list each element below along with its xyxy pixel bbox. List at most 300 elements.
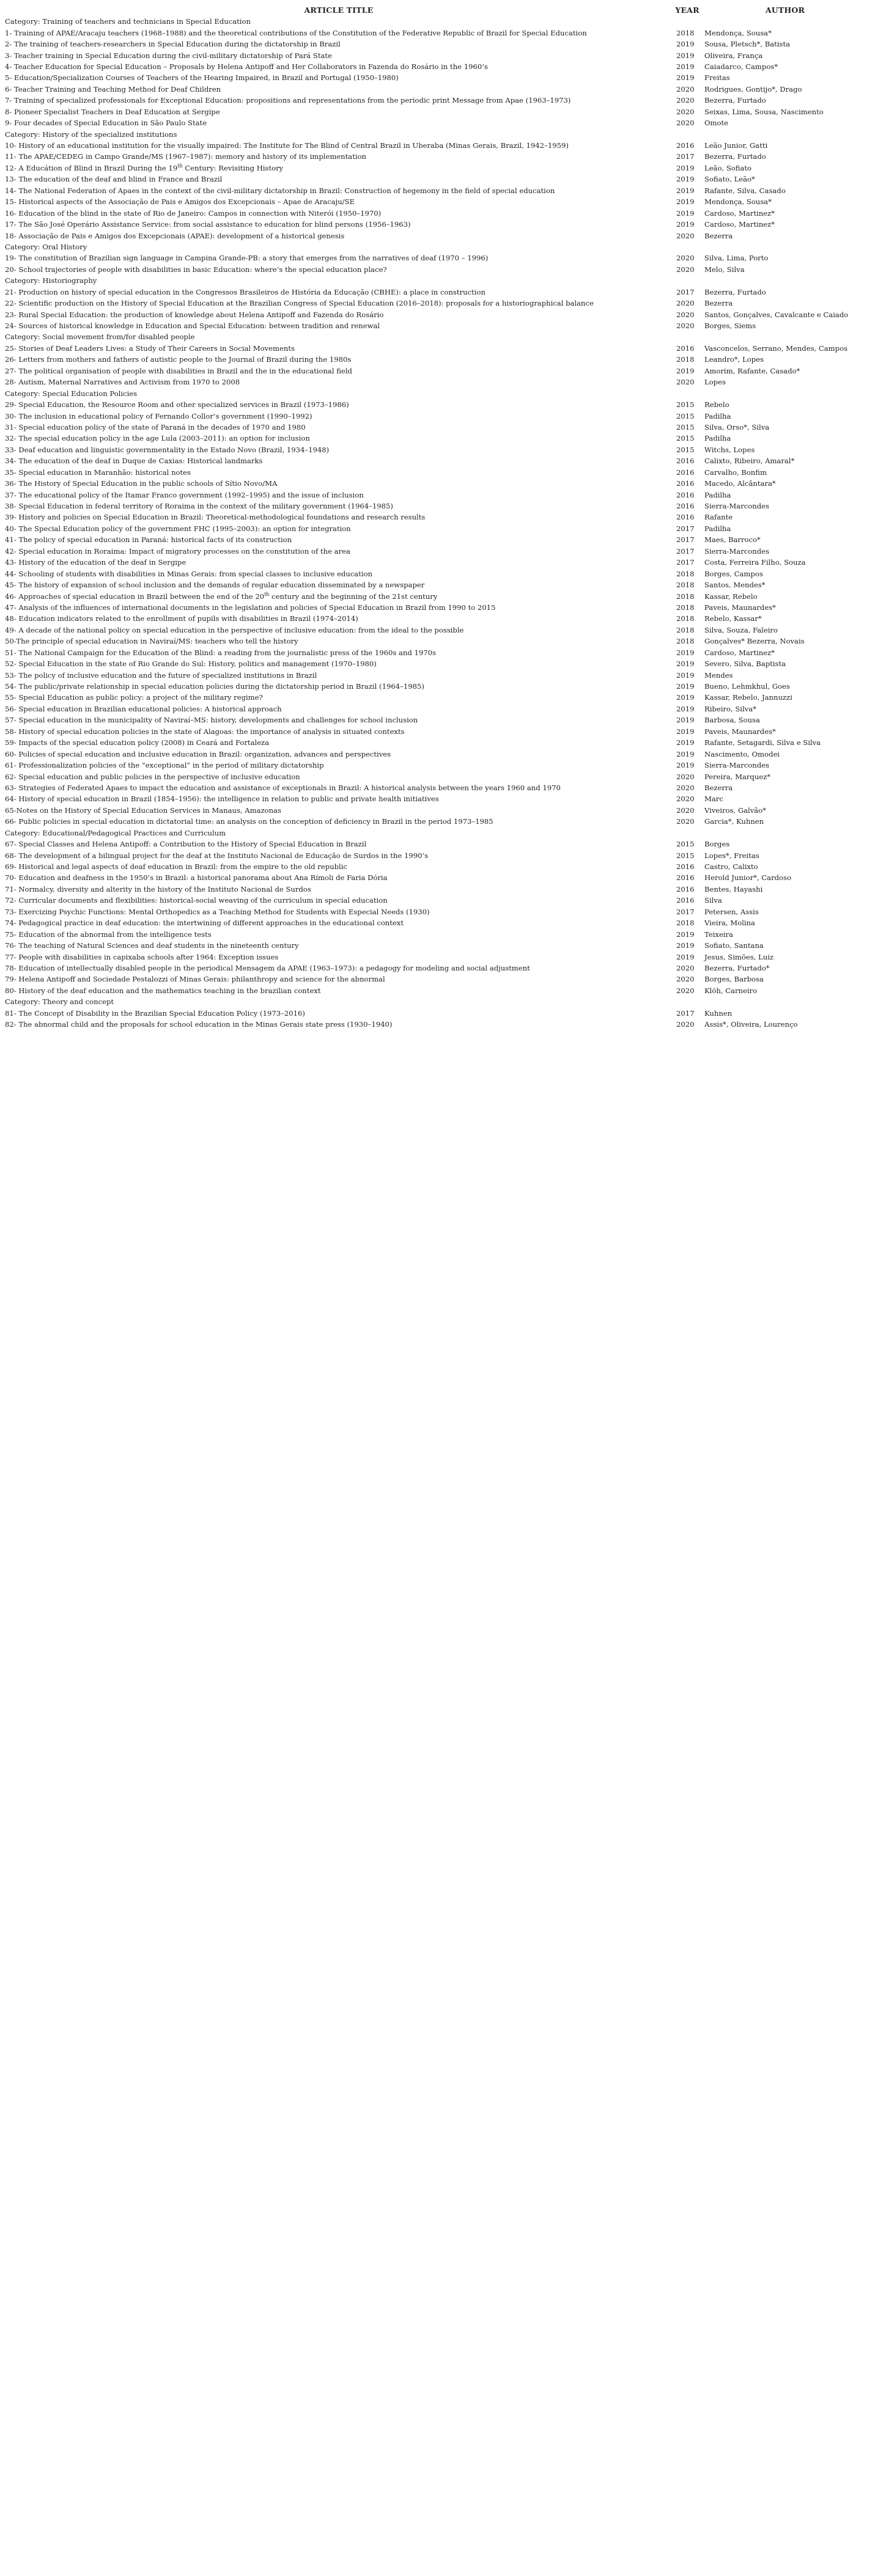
table-row: [4, 264, 869, 275]
article-title-cell: 10- History of an educational institution for the visually impaired: The Institute for The Blind of Central Brazil in Uberaba (Minas Gerais, Brazil, 1942–1959): [5, 141, 569, 150]
article-title-cell: 56- Special education in Brazilian educational policies: A historical approach: [5, 704, 282, 713]
author-cell: Rafante, Setagardi, Silva e Silva: [704, 738, 821, 747]
article-title-cell: 54- The public/private relationship in special education policies during the dictatorship period in Brazil (1964–1985): [5, 682, 424, 691]
category-label: Category: Special Education Policies: [5, 389, 138, 398]
article-title-text-continued: Century: Revisiting History: [182, 163, 284, 172]
author-cell: Santos, Gonçalves, Cavalcante e Caiado: [704, 310, 849, 319]
author-cell: Sierra-Marcondes: [704, 761, 769, 770]
year-cell: 2020: [676, 299, 695, 308]
author-cell: Rafante: [704, 513, 733, 522]
article-title-cell: 19- The constitution of Brazilian sign language in Campina Grande-PB: a story that emerges from the narratives of deaf (1970 – 1996): [5, 254, 489, 263]
header-author: AUTHOR: [765, 5, 805, 15]
table-row: [4, 782, 869, 793]
table-row: [4, 95, 869, 106]
author-cell: Klöh, Carneiro: [704, 986, 758, 995]
table-row: [4, 546, 869, 557]
category-label: Category: Social movement from/for disabled people: [5, 332, 195, 342]
article-title-cell: 26- Letters from mothers and fathers of autistic people to the Journal of Brazil during the 1980s: [5, 355, 352, 364]
header-year: YEAR: [675, 5, 700, 15]
author-cell: Sierra-Marcondes: [704, 502, 769, 511]
year-cell: 2019: [676, 659, 695, 669]
author-cell: Padilha: [704, 524, 731, 533]
table-row: [4, 185, 869, 196]
author-cell: Borges: [704, 840, 730, 849]
author-cell: Castro, Calixto: [704, 862, 758, 872]
table-row: [4, 376, 869, 387]
table-row: [4, 399, 869, 410]
author-cell: Melo, Silva: [704, 265, 745, 274]
year-cell: 2019: [676, 648, 695, 657]
author-cell: Bezerra, Furtado: [704, 152, 766, 161]
author-cell: Cardoso, Martinez*: [704, 220, 775, 229]
year-cell: 2017: [676, 524, 695, 533]
author-cell: Maes, Barroco*: [704, 535, 761, 545]
table-row: [4, 760, 869, 771]
year-cell: 2016: [676, 490, 695, 499]
author-cell: Rodrigues, Gontijo*, Drago: [704, 84, 802, 94]
article-title-cell: 59- Impacts of the special education policy (2008) in Ceará and Fortaleza: [5, 738, 270, 747]
article-title-cell: 22- Scientific production on the History of Special Education at the Brazilian Congress of Special Education (2016–2018): proposals for a historiographical balance: [5, 299, 594, 308]
year-cell: 2020: [676, 963, 695, 972]
category-row: [4, 331, 869, 342]
author-cell: Rebelo: [704, 400, 729, 409]
year-cell: 2020: [676, 107, 695, 116]
year-cell: 2018: [676, 637, 695, 646]
article-title-cell: 45- The history of expansion of school inclusion and the demands of regular education disseminated by a newspaper: [5, 581, 425, 590]
year-cell: 2017: [676, 907, 695, 916]
table-row: [4, 410, 869, 421]
category-row: [4, 387, 869, 398]
table-row: [4, 805, 869, 816]
category-row: [4, 16, 869, 27]
year-cell: 2015: [676, 422, 695, 431]
author-cell: Omote: [704, 119, 728, 128]
author-cell: Lopes*, Freitas: [704, 851, 759, 860]
table-row: [4, 163, 869, 174]
year-cell: 2016: [676, 343, 695, 353]
table-row: [4, 1008, 869, 1019]
table-row: [4, 151, 869, 162]
author-cell: Calixto, Ribeiro, Amaral*: [704, 457, 795, 466]
year-cell: 2020: [676, 805, 695, 815]
article-title-text: 46- Approaches of special education in Brazil between the end of the 20: [5, 592, 265, 601]
article-title-cell: 49- A decade of the national policy on special education in the perspective of inclusive education: from the ideal to the possible: [5, 625, 464, 634]
article-title-cell: 25- Stories of Deaf Leaders Lives: a Study of Their Careers in Social Movements: [5, 343, 295, 353]
table-row: [4, 974, 869, 985]
article-title-cell: 72- Curricular documents and flexibilities: historical-social weaving of the curriculum in special education: [5, 896, 388, 905]
table-row: [4, 309, 869, 320]
table-row: [4, 478, 869, 489]
author-cell: Silva, Lima, Porto: [704, 254, 769, 263]
article-title-cell: 14- The National Federation of Apaes in the context of the civil-military dictatorship in Brazil: Construction of hegemony in the field of special education: [5, 186, 555, 195]
article-title-cell: 13- The education of the deaf and blind in France and Brazil: [5, 175, 223, 184]
year-cell: 2020: [676, 817, 695, 826]
author-cell: Pereira, Marquez*: [704, 772, 771, 781]
table-row: [4, 658, 869, 669]
article-title-cell: [4, 590, 674, 601]
article-title-cell: 65-Notes on the History of Special Education Services in Manaus, Amazonas: [5, 805, 281, 815]
author-cell: Silva, Souza, Faleiro: [704, 625, 778, 634]
article-title-cell: 18- Associação de Pais e Amigos dos Excepcionais (APAE): development of a historical genesis: [5, 231, 345, 240]
article-title-cell: 7- Training of specialized professionals for Exceptional Education: propositions and representations from the periodic print Message from Apae (1963–1973): [5, 96, 571, 105]
article-title-cell: 75- Education of the abnormal from the intelligence tests: [5, 930, 212, 939]
author-cell: Seixas, Lima, Sousa, Nascimento: [704, 107, 824, 116]
table-row: [4, 557, 869, 568]
table-header-row: [4, 4, 869, 16]
table-row: [4, 422, 869, 433]
article-title-cell: 79- Helena Antipoff and Sociedade Pestalozzi of Minas Gerais: philanthropy and science for the abnormal: [5, 975, 385, 984]
article-title-cell: 61- Professionalization policies of the “exceptional” in the period of military dictatorship: [5, 761, 324, 770]
table-row: [4, 50, 869, 61]
year-cell: 2019: [676, 761, 695, 770]
table-row: [4, 613, 869, 624]
author-cell: Lopes: [704, 378, 726, 387]
author-cell: Severo, Silva, Baptista: [704, 659, 786, 669]
table-row: [4, 512, 869, 523]
author-cell: Costa, Ferreira Filho, Souza: [704, 558, 806, 567]
year-cell: 2018: [676, 355, 695, 364]
year-cell: 2020: [676, 84, 695, 94]
article-title-cell: 27- The political organisation of people with disabilities in Brazil and the in the educational field: [5, 366, 352, 375]
year-cell: 2018: [676, 592, 695, 601]
year-cell: 2018: [676, 603, 695, 612]
article-title-text: 12- A Educátion of Blind in Brazil During the 19: [5, 163, 178, 172]
article-title-cell: 41- The policy of special education in Paraná: historical facts of its construction: [5, 535, 292, 545]
author-cell: Marc: [704, 794, 723, 804]
year-cell: 2019: [676, 704, 695, 713]
table-row: [4, 501, 869, 512]
article-title-cell: 66- Public policies in special education in dictatorial time: an analysis on the conception of deficiency in Brazil in the period 1973–1985: [5, 817, 493, 826]
author-cell: Paveis, Maunardes*: [704, 727, 776, 736]
year-cell: 2017: [676, 546, 695, 556]
table-row: [4, 39, 869, 50]
table-row: [4, 523, 869, 534]
author-cell: Bezerra, Furtado*: [704, 963, 770, 972]
article-title-cell: 60- Policies of special education and inclusive education in Brazil: organization, advances and perspectives: [5, 749, 391, 758]
article-title-cell: 1- Training of APAE/Aracaju teachers (1968–1988) and the theoretical contributions of the Constitution of the Federative Republic of Brazil for Special Education: [5, 28, 587, 37]
header-article-title: ARTICLE TITLE: [304, 5, 374, 15]
year-cell: 2020: [676, 310, 695, 319]
year-cell: 2019: [676, 670, 695, 680]
table-row: [4, 579, 869, 590]
article-title-cell: 30- The inclusion in educational policy of Fernando Collor’s government (1990–1992): [5, 411, 312, 420]
author-cell: Cardoso, Martinez*: [704, 648, 775, 657]
article-title-cell: 32- The special education policy in the age Lula (2003–2011): an option for inclusion: [5, 434, 310, 443]
author-cell: Caiadarco, Campos*: [704, 62, 778, 71]
year-cell: 2020: [676, 254, 695, 263]
article-title-cell: 24- Sources of historical knowledge in Education and Special Education: between tradition and renewal: [5, 321, 380, 331]
year-cell: 2016: [676, 884, 695, 894]
table-row: [4, 84, 869, 95]
year-cell: 2019: [676, 175, 695, 184]
article-title-cell: 62- Special education and public policies in the perspective of inclusive education: [5, 772, 300, 781]
table-row: [4, 61, 869, 72]
table-row: [4, 917, 869, 928]
article-title-cell: 29- Special Education, the Resource Room and other specialized services in Brazil (1973–1986): [5, 400, 349, 409]
table-row: [4, 343, 869, 354]
table-row: [4, 692, 869, 703]
year-cell: 2016: [676, 862, 695, 872]
table-row: [4, 714, 869, 725]
author-cell: Petersen, Assis: [704, 907, 759, 916]
year-cell: 2019: [676, 366, 695, 375]
author-cell: Bezerra: [704, 231, 733, 240]
article-title-cell: 21- Production on history of special education in the Congressos Brasileiros de História da Educação (CBHE): a place in construction: [5, 287, 485, 296]
author-cell: Macedo, Alcântara*: [704, 479, 776, 488]
article-title-cell: 69- Historical and legal aspects of deaf education in Brazil: from the empire to the old republic: [5, 862, 347, 872]
category-row: [4, 996, 869, 1007]
article-title-cell: 63- Strategies of Federated Apaes to impact the education and assistance of exceptionals in Brazil: A historical analysis between the years 1960 and 1970: [5, 783, 561, 792]
year-cell: 2019: [676, 682, 695, 691]
article-title-cell: 47- Analysis of the influences of international documents in the legislation and policies of Special Education in Brazil from 1990 to 2015: [5, 603, 496, 612]
year-cell: 2020: [676, 96, 695, 105]
table-row: [4, 568, 869, 579]
author-cell: Sierra-Marcondes: [704, 546, 769, 556]
year-cell: 2018: [676, 569, 695, 578]
article-title-cell: 78- Education of intellectually disabled people in the periodical Mensagem da APAE (1963–1973): a pedagogy for modeling and social adjustment: [5, 963, 530, 972]
table-row: [4, 669, 869, 680]
category-label: Category: Historiography: [5, 276, 97, 285]
table-body: [4, 16, 869, 1030]
article-title-cell: 82- The abnormal child and the proposals for school education in the Minas Gerais state press (1930–1940): [5, 1020, 393, 1029]
author-cell: Rebelo, Kassar*: [704, 614, 762, 623]
article-title-cell: 58- History of special education policies in the state of Alagoas: the importance of analysis in situated contexts: [5, 727, 405, 736]
author-cell: Cardoso, Martinez*: [704, 208, 775, 218]
article-title-cell: [4, 163, 674, 174]
year-cell: 2016: [676, 457, 695, 466]
table-row: [4, 140, 869, 151]
table-row: [4, 298, 869, 309]
table-row: [4, 287, 869, 298]
category-label: Category: Oral History: [5, 242, 87, 251]
year-cell: 2017: [676, 1008, 695, 1018]
year-cell: 2020: [676, 1020, 695, 1029]
year-cell: 2019: [676, 749, 695, 758]
table-row: [4, 444, 869, 455]
article-title-cell: 55- Special Education as public policy: a project of the military regime?: [5, 693, 263, 702]
table-row: [4, 320, 869, 331]
table-row: [4, 861, 869, 872]
article-title-cell: 11- The APAE/CEDEG in Campo Grande/MS (1967–1987): memory and history of its implementation: [5, 152, 367, 161]
table-row: [4, 985, 869, 996]
year-cell: 2018: [676, 614, 695, 623]
author-cell: Borges, Campos: [704, 569, 763, 578]
year-cell: 2015: [676, 840, 695, 849]
year-cell: 2020: [676, 783, 695, 792]
year-cell: 2016: [676, 896, 695, 905]
article-title-cell: 74- Pedagogical practice in deaf education: the intertwining of different approaches in the educational context: [5, 919, 404, 928]
author-cell: Herold Junior*, Cardoso: [704, 873, 791, 883]
article-title-text-continued: century and the beginning of the 21st century: [269, 592, 438, 601]
year-cell: 2015: [676, 411, 695, 420]
table-row: [4, 816, 869, 827]
article-title-cell: 36- The History of Special Education in the public schools of Sítio Novo/MA: [5, 479, 278, 488]
article-title-cell: 57- Special education in the municipality of Naviraí–MS: history, developments and challenges for school inclusion: [5, 716, 418, 725]
article-title-cell: 38- Special Education in federal territory of Roraima in the context of the military government (1964–1985): [5, 502, 393, 511]
article-title-cell: 31- Special education policy of the state of Paraná in the decades of 1970 and 1980: [5, 422, 306, 431]
article-title-cell: 3- Teacher training in Special Education during the civil-military dictatorship of Pará State: [5, 51, 332, 60]
article-title-cell: 23- Rural Special Education: the production of knowledge about Helena Antipoff and Fazenda do Rosário: [5, 310, 384, 319]
table-row: [4, 928, 869, 939]
article-title-cell: 76- The teaching of Natural Sciences and deaf students in the nineteenth century: [5, 941, 299, 950]
article-title-cell: 80- History of the deaf education and the mathematics teaching in the brazilian context: [5, 986, 321, 995]
year-cell: 2017: [676, 558, 695, 567]
year-cell: 2015: [676, 434, 695, 443]
year-cell: 2018: [676, 919, 695, 928]
author-cell: Vasconcelos, Serrano, Mendes, Campos: [704, 343, 848, 353]
article-title-cell: 52- Special Education in the state of Rio Grande do Sul: History, politics and management (1970–1980): [5, 659, 377, 669]
table-row: [4, 625, 869, 636]
year-cell: 2019: [676, 197, 695, 207]
author-cell: Jesus, Simões, Luiz: [704, 952, 774, 961]
article-title-cell: 5- Education/Specialization Courses of Teachers of the Hearing Impaired, in Brazil and Portugal (1950–1980): [5, 73, 399, 83]
author-cell: Freitas: [704, 73, 730, 83]
year-cell: 2017: [676, 287, 695, 296]
year-cell: 2015: [676, 400, 695, 409]
year-cell: 2016: [676, 141, 695, 150]
author-cell: Viveiros, Galvão*: [704, 805, 766, 815]
table-row: [4, 884, 869, 895]
author-cell: Padilha: [704, 434, 731, 443]
author-cell: Witchs, Lopes: [704, 445, 755, 454]
year-cell: 2017: [676, 535, 695, 545]
author-cell: Silva, Orso*, Silva: [704, 422, 770, 431]
year-cell: 2019: [676, 73, 695, 83]
year-cell: 2020: [676, 986, 695, 995]
table-row: [4, 681, 869, 692]
table-row: [4, 703, 869, 714]
article-title-cell: 8- Pioneer Specialist Teachers in Deaf Education at Sergipe: [5, 107, 220, 116]
article-title-cell: 4- Teacher Education for Special Education – Proposals by Helena Antipoff and Her Collaborators in Fazenda do Rosário in the 1960’s: [5, 62, 488, 71]
author-cell: Garcia*, Kuhnen: [704, 817, 764, 826]
table-row: [4, 230, 869, 241]
author-cell: Paveis, Maunardes*: [704, 603, 776, 612]
ordinal-superscript: th: [177, 163, 183, 169]
author-cell: Amorim, Rafante, Casado*: [704, 366, 800, 375]
year-cell: 2019: [676, 208, 695, 218]
year-cell: 2016: [676, 502, 695, 511]
article-title-cell: 42- Special education in Roraima: Impact of migratory processes on the constitution of the area: [5, 546, 350, 556]
author-cell: Barbosa, Sousa: [704, 716, 760, 725]
article-title-cell: 64- History of special education in Brazil (1854–1956): the intelligence in relation to public and private health initiatives: [5, 794, 439, 804]
author-cell: Sousa, Pletsch*, Batista: [704, 40, 791, 49]
table-row: [4, 27, 869, 38]
category-label: Category: Theory and concept: [5, 997, 114, 1007]
article-title-cell: 53- The policy of inclusive education and the future of specialized institutions in Brazil: [5, 670, 317, 680]
author-cell: Rafante, Silva, Casado: [704, 186, 786, 195]
author-cell: Borges, Barbosa: [704, 975, 764, 984]
category-label: Category: History of the specialized institutions: [5, 130, 177, 139]
category-row: [4, 128, 869, 139]
article-title-cell: 34- The education of the deaf in Duque de Caxias: Historical landmarks: [5, 457, 263, 466]
author-cell: Mendonça, Sousa*: [704, 28, 772, 37]
year-cell: 2016: [676, 513, 695, 522]
year-cell: 2020: [676, 975, 695, 984]
year-cell: 2018: [676, 625, 695, 634]
table-row: [4, 895, 869, 906]
table-row: [4, 602, 869, 613]
year-cell: 2020: [676, 378, 695, 387]
article-title-cell: 6- Teacher Training and Teaching Method for Deaf Children: [5, 84, 221, 94]
category-row: [4, 275, 869, 286]
year-cell: 2020: [676, 772, 695, 781]
article-title-cell: 15- Historical aspects of the Associação de Pais e Amigos dos Excepcionais – Apae de Aracaju/SE: [5, 197, 355, 207]
category-label: Category: Educational/Pedagogical Practices and Curriculum: [5, 828, 226, 837]
category-label: Category: Training of teachers and technicians in Special Education: [5, 17, 251, 26]
article-table-document: [0, 4, 875, 1030]
year-cell: 2020: [676, 321, 695, 331]
author-cell: Nascimento, Omodei: [704, 749, 780, 758]
table-row: [4, 906, 869, 917]
table-row: [4, 872, 869, 883]
author-cell: Sofiato, Leão*: [704, 175, 755, 184]
author-cell: Mendes: [704, 670, 733, 680]
table-row: [4, 590, 869, 601]
article-title-cell: 48- Education indicators related to the enrollment of pupils with disabilities in Brazil (1974–2014): [5, 614, 358, 623]
year-cell: 2020: [676, 794, 695, 804]
year-cell: 2018: [676, 28, 695, 37]
table-row: [4, 793, 869, 804]
author-cell: Silva: [704, 896, 722, 905]
article-title-cell: 77- People with disabilities in capixaba schools after 1964: Exception issues: [5, 952, 279, 961]
article-title-cell: 28- Autism, Maternal Narratives and Activism from 1970 to 2008: [5, 378, 240, 387]
table-row: [4, 365, 869, 376]
author-cell: Bezerra, Furtado: [704, 96, 766, 105]
year-cell: 2019: [676, 693, 695, 702]
author-cell: Bezerra: [704, 783, 733, 792]
year-cell: 2019: [676, 62, 695, 71]
year-cell: 2019: [676, 952, 695, 961]
year-cell: 2020: [676, 265, 695, 274]
author-cell: Assis*, Oliveira, Lourenço: [704, 1020, 798, 1029]
table-row: [4, 72, 869, 83]
article-title-cell: 2- The training of teachers-researchers in Special Education during the dictatorship in Brazil: [5, 40, 341, 49]
table-row: [4, 726, 869, 737]
author-cell: Padilha: [704, 490, 731, 499]
ordinal-superscript: th: [264, 591, 270, 597]
table-row: [4, 489, 869, 500]
year-cell: 2019: [676, 220, 695, 229]
article-title-cell: 33- Deaf education and linguistic governmentality in the Estado Novo (Brazil, 1934–1948): [5, 445, 330, 454]
author-cell: Bueno, Lehmkhul, Goes: [704, 682, 790, 691]
author-cell: Bezerra, Furtado: [704, 287, 766, 296]
article-title-cell: 17- The São José Operário Assistance Service: from social assistance to education for blind persons (1956–1963): [5, 220, 411, 229]
author-cell: Ribeiro, Silva*: [704, 704, 756, 713]
year-cell: 2019: [676, 186, 695, 195]
year-cell: 2018: [676, 581, 695, 590]
table-row: [4, 647, 869, 658]
year-cell: 2019: [676, 930, 695, 939]
author-cell: Vieira, Molina: [704, 919, 755, 928]
table-row: [4, 219, 869, 230]
author-cell: Bentes, Hayashi: [704, 884, 763, 894]
year-cell: 2019: [676, 51, 695, 60]
author-cell: Leandro*, Lopes: [704, 355, 764, 364]
table-row: [4, 467, 869, 478]
year-cell: 2020: [676, 119, 695, 128]
year-cell: 2019: [676, 40, 695, 49]
article-title-cell: 39- History and policies on Special Education in Brazil: Theoretical-methodological foundations and research results: [5, 513, 426, 522]
author-cell: Leão, Sofiato: [704, 163, 752, 172]
year-cell: 2015: [676, 445, 695, 454]
year-cell: 2016: [676, 873, 695, 883]
table-row: [4, 354, 869, 365]
table-row: [4, 771, 869, 782]
article-title-cell: 35- Special education in Maranhão: historical notes: [5, 468, 191, 477]
article-title-cell: 44- Schooling of students with disabilities in Minas Gerais: from special classes to inclusive education: [5, 569, 373, 578]
author-cell: Sofiato, Santana: [704, 941, 764, 950]
year-cell: 2015: [676, 851, 695, 860]
